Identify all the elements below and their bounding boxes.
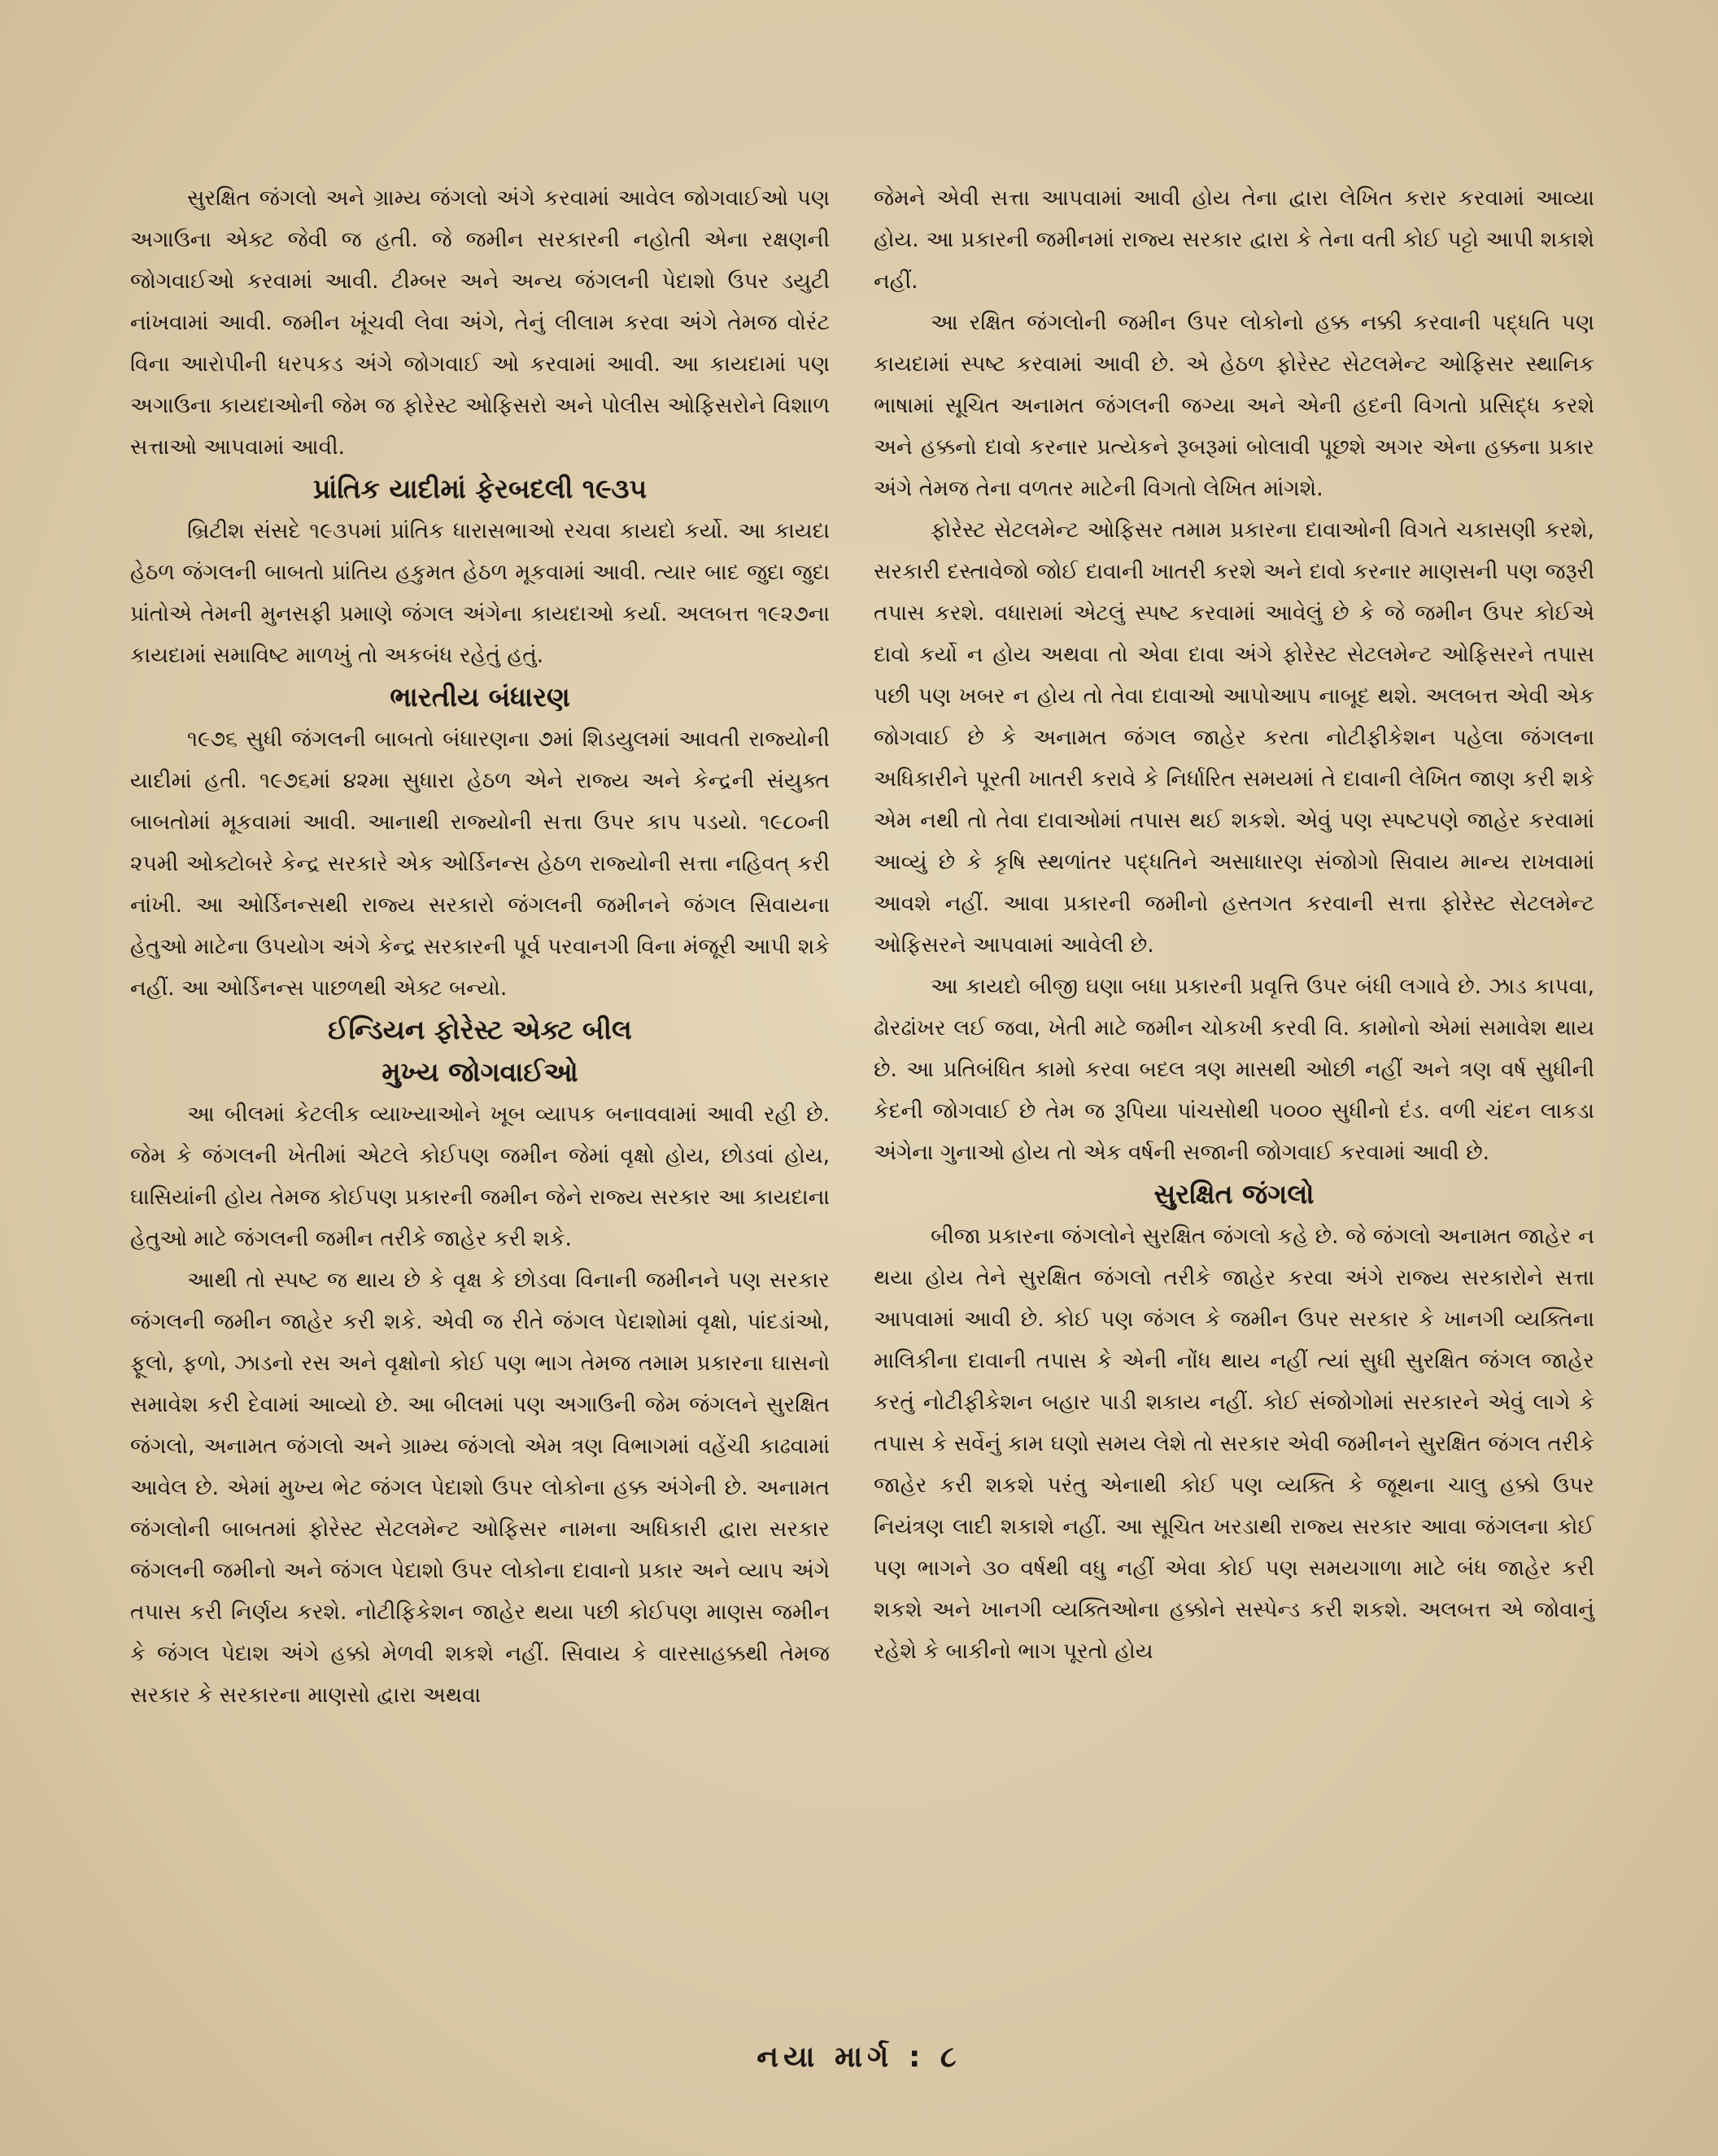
section-heading: પ્રાંતિક યાદીમાં ફેરબદલી ૧૯૩૫	[312, 473, 648, 504]
page-footer: નયા માર્ગ : ૮	[757, 2040, 961, 2074]
paragraph: બ્રિટીશ સંસદે ૧૯૩૫માં પ્રાંતિક ધારાસભાઓ રચવા કાયદો કર્યો. આ કાયદા હેઠળ જંગલની બાબતો પ્રાંતિય હકુમત હેઠળ મૂકવામાં આવી. ત્યાર બાદ જુદા જુદા પ્રાંતોએ તેમની મુનસફી પ્રમાણે જંગલ અંગેના કાયદાઓ કર્યા. અલબત્ત ૧૯૨૭ના કાયદામાં સમાવિષ્ટ માળખું તો અકબંધ રહેતું હતું.	[130, 518, 830, 668]
paragraph: સુરક્ષિત જંગલો અને ગ્રામ્ય જંગલો અંગે કરવામાં આવેલ જોગવાઈઓ પણ અગાઉના એક્ટ જેવી જ હતી. જે જમીન સરકારની નહોતી એના રક્ષણની જોગવાઈઓ કરવામાં આવી. ટીમ્બર અને અન્ય જંગલની પેદાશો ઉપર ડયુટી નાંખવામાં આવી. જમીન ખૂંચવી લેવા અંગે, તેનું લીલામ કરવા અંગે તેમજ વોરંટ વિના આરોપીની ધરપકડ અંગે જોગવાઈ ઓ કરવામાં આવી. આ કાયદામાં પણ અગાઉના કાયદાઓની જેમ જ ફોરેસ્ટ ઓફિસરો અને પોલીસ ઓફિસરોને વિશાળ સત્તાઓ આપવામાં આવી.	[130, 185, 830, 460]
section-heading: સુરક્ષિત જંગલો	[1153, 1178, 1315, 1210]
section-heading: ભારતીય બંધારણ	[390, 681, 570, 713]
paragraph: ૧૯૭૬ સુધી જંગલની બાબતો બંધારણના ૭માં શિડયુલમાં આવતી રાજ્યોની યાદીમાં હતી. ૧૯૭૬માં ૪૨મા સુધારા હેઠળ એને રાજ્ય અને કેન્દ્રની સંયુક્ત બાબતોમાં મૂકવામાં આવી. આનાથી રાજ્યોની સત્તા ઉપર કાપ પડયો. ૧૯૮૦ની ૨૫મી ઓક્ટોબરે કેન્દ્ર સરકારે એક ઓર્ડિનન્સ હેઠળ રાજ્યોની સત્તા નહિવત્ કરી નાંખી. આ ઓર્ડિનન્સથી રાજ્ય સરકારો જંગલની જમીનને જંગલ સિવાયના હેતુઓ માટેના ઉપયોગ અંગે કેન્દ્ર સરકારની પૂર્વ પરવાનગી વિના મંજૂરી આપી શકે નહીં. આ ઓર્ડિનન્સ પાછળથી એક્ટ બન્યો.	[130, 727, 830, 1001]
paragraph: બીજા પ્રકારના જંગલોને સુરક્ષિત જંગલો કહે છે. જે જંગલો અનામત જાહેર ન થયા હોય તેને સુરક્ષિત જંગલો તરીકે જાહેર કરવા અંગે રાજ્ય સરકારોને સત્તા આપવામાં આવી છે. કોઈ પણ જંગલ કે જમીન ઉપર સરકાર કે ખાનગી વ્યક્તિના માલિકીના દાવાની તપાસ કે એની નોંધ થાય નહીં ત્યાં સુધી સુરક્ષિત જંગલ જાહેર કરતું નોટીફીકેશન બહાર પાડી શકાય નહીં. કોઈ સંજોગોમાં સરકારને એવું લાગે કે તપાસ કે સર્વેનું કામ ઘણો સમય લેશે તો સરકાર એવી જમીનને સુરક્ષિત જંગલ તરીકે જાહેર કરી શકશે પરંતુ એનાથી કોઈ પણ વ્યક્તિ કે જૂથના ચાલુ હક્કો ઉપર નિયંત્રણ લાદી શકાશે નહીં. આ સૂચિત ખરડાથી રાજ્ય સરકાર આવા જંગલના કોઈ પણ ભાગને ૩૦ વર્ષથી વધુ નહીં એવા કોઈ પણ સમયગાળા માટે બંધ જાહેર કરી શકશે અને ખાનગી વ્યક્તિઓના હક્કોને સસ્પેન્ડ કરી શકશે. અલબત્ત એ જોવાનું રહેશે કે બાકીનો ભાગ પૂરતો હોય	[874, 1224, 1594, 1664]
section-subheading: મુખ્ય જોગવાઈઓ	[382, 1056, 578, 1088]
section-heading: ઈન્ડિયન ફોરેસ્ટ એક્ટ બીલ	[328, 1014, 632, 1045]
paragraph: આથી તો સ્પષ્ટ જ થાય છે કે વૃક્ષ કે છોડવા વિનાની જમીનને પણ સરકાર જંગલની જમીન જાહેર કરી શકે. એવી જ રીતે જંગલ પેદાશોમાં વૃક્ષો, પાંદડાંઓ, ફૂલો, ફળો, ઝાડનો રસ અને વૃક્ષોનો કોઈ પણ ભાગ તેમજ તમામ પ્રકારના ઘાસનો સમાવેશ કરી દેવામાં આવ્યો છે. આ બીલમાં પણ અગાઉની જેમ જંગલને સુરક્ષિત જંગલો, અનામત જંગલો અને ગ્રામ્ય જંગલો એમ ત્રણ વિભાગમાં વહેંચી કાઢવામાં આવેલ છે. એમાં મુખ્ય ભેટ જંગલ પેદાશો ઉપર લોકોના હક્ક અંગેની છે. અનામત જંગલોની બાબતમાં ફોરેસ્ટ સેટલમેન્ટ ઓફિસર નામના અધિકારી દ્વારા સરકાર જંગલની જમીનો અને જંગલ પેદાશો ઉપર લોકોના દાવાનો પ્રકાર અને વ્યાપ અંગે તપાસ કરી નિર્ણય કરશે. નોટીફિકેશન જાહેર થયા પછી કોઈપણ માણસ જમીન કે જંગલ પેદાશ અંગે હક્કો મેળવી શકશે નહીં. સિવાય કે વારસાહક્કથી તેમજ સરકાર કે સરકારના માણસો દ્વારા અથવા	[130, 1268, 830, 1708]
left-column	[130, 177, 830, 1716]
paragraph: આ કાયદો બીજી ઘણા બધા પ્રકારની પ્રવૃત્તિ ઉપર બંધી લગાવે છે. ઝાડ કાપવા, ઢોરઢાંખર લઈ જવા, ખેતી માટે જમીન ચોકખી કરવી વિ. કામોનો એમાં સમાવેશ થાય છે. આ પ્રતિબંધિત કામો કરવા બદલ ત્રણ માસથી ઓછી નહીં અને ત્રણ વર્ષ સુધીની કેદની જોગવાઈ છે તેમ જ રૂપિયા પાંચસોથી ૫૦૦૦ સુધીનો દંડ. વળી ચંદન લાકડા અંગેના ગુનાઓ હોય તો એક વર્ષની સજાની જોગવાઈ કરવામાં આવી છે.	[874, 974, 1594, 1165]
paragraph: ફોરેસ્ટ સેટલમેન્ટ ઓફિસર તમામ પ્રકારના દાવાઓની વિગતે ચકાસણી કરશે, સરકારી દસ્તાવેજો જોઈ દાવાની ખાતરી કરશે અને દાવો કરનાર માણસની પણ જરૂરી તપાસ કરશે. વધારામાં એટલું સ્પષ્ટ કરવામાં આવેલું છે કે જે જમીન ઉપર કોઈએ દાવો કર્યો ન હોય અથવા તો એવા દાવા અંગે ફોરેસ્ટ સેટલમેન્ટ ઓફિસરને તપાસ પછી પણ ખબર ન હોય તો તેવા દાવાઓ આપોઆપ નાબૂદ થશે. અલબત્ત એવી એક જોગવાઈ છે કે અનામત જંગલ જાહેર કરતા નોટીફીકેશન પહેલા જંગલના અધિકારીને પૂરતી ખાતરી કરાવે કે નિર્ધારિત સમયમાં તે દાવાની લેખિત જાણ કરી શકે એમ નથી તો તેવા દાવાઓમાં તપાસ થઈ શકશે. એવું પણ સ્પષ્ટપણે જાહેર કરવામાં આવ્યું છે કે કૃષિ સ્થળાંતર પદ્ધતિને અસાધારણ સંજોગો સિવાય માન્ય રાખવામાં આવશે નહીં. આવા પ્રકારની જમીનો હસ્તગત કરવાની સત્તા ફોરેસ્ટ સેટલમેન્ટ ઓફિસરને આપવામાં આવેલી છે.	[874, 517, 1594, 958]
paragraph: આ રક્ષિત જંગલોની જમીન ઉપર લોકોનો હક્ક નક્કી કરવાની પદ્ધતિ પણ કાયદામાં સ્પષ્ટ કરવામાં આવી છે. એ હેઠળ ફોરેસ્ટ સેટલમેન્ટ ઓફિસર સ્થાનિક ભાષામાં સૂચિત અનામત જંગલની જગ્યા અને એની હદની વિગતો પ્રસિદ્ધ કરશે અને હક્કનો દાવો કરનાર પ્રત્યેકને રૂબરૂમાં બોલાવી પૂછશે અગર એના હક્કના પ્રકાર અંગે તેમજ તેના વળતર માટેની વિગતો લેખિત માંગશે.	[874, 310, 1594, 501]
paragraph: જેમને એવી સત્તા આપવામાં આવી હોય તેના દ્વારા લેખિત કરાર કરવામાં આવ્યા હોય. આ પ્રકારની જમીનમાં રાજ્ય સરકાર દ્વારા કે તેના વતી કોઈ પટ્ટો આપી શકાશે નહીં.	[874, 185, 1594, 294]
right-column	[874, 177, 1594, 1672]
paragraph: આ બીલમાં કેટલીક વ્યાખ્યાઓને ખૂબ વ્યાપક બનાવવામાં આવી રહી છે. જેમ કે જંગલની ખેતીમાં એટલે કોઈપણ જમીન જેમાં વૃક્ષો હોય, છોડવાં હોય, ઘાસિયાંની હોય તેમજ કોઈપણ પ્રકારની જમીન જેને રાજ્ય સરકાર આ કાયદાના હેતુઓ માટે જંગલની જમીન તરીકે જાહેર કરી શકે.	[130, 1102, 830, 1251]
